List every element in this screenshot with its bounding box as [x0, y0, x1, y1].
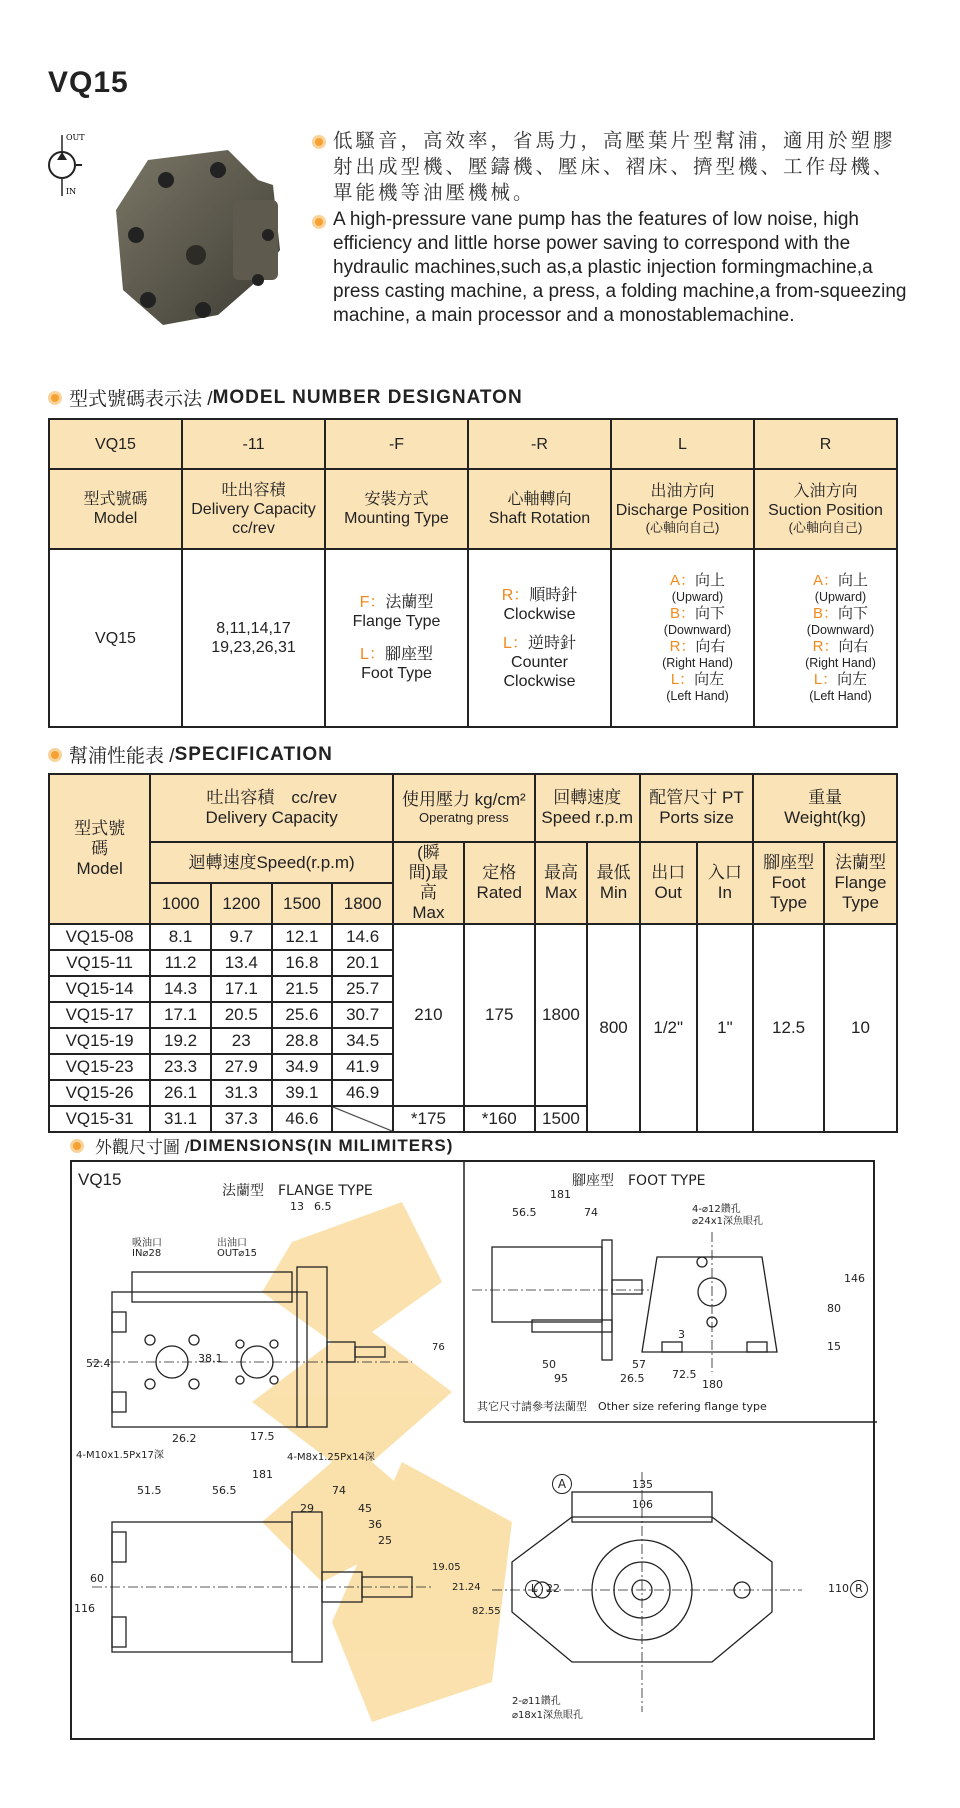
table-row: VQ15-26 26.1 31.3 39.1 46.9	[49, 1080, 897, 1106]
pump-photo	[108, 140, 288, 335]
foot-spotface-label: ⌀24x1深魚眼孔	[692, 1216, 764, 1227]
flange-type-title: 法蘭型 FLANGE TYPE	[222, 1183, 373, 1199]
outlet-label: 出油口	[217, 1238, 247, 1249]
table-row: VQ15 8,11,14,17 19,23,26,31 F：法蘭型 Flange Type L：腳座型 Foot Type R：順時針 Clockwise L：逆時針 Counter Clockwise A：向上 (Upward) B：向下 (Downward) R：向右 (Right Hand) L：向左 (Left Hand) A：向上 (Upward) B：向下 (Downward) R：向右 (Right Hand) L：向左 (Left Hand)	[49, 549, 897, 727]
section-model-heading: 型式號碼表示法 / MODEL NUMBER DESIGNATON	[48, 384, 523, 411]
bolt2-label: 4-M8x1.25Px14深	[287, 1452, 375, 1463]
specification-table	[48, 773, 898, 1133]
dimension-drawing: VQ15 法蘭型 FLANGE TYPE 腳座型 FOOT TYPE 其它尺寸請參考法蘭型 Other size refering flange type 吸油口 IN⌀28 出油口 OUT⌀15 4-M10x1.5Px17深 4-M8x1.25Px14深 4-⌀12鑽孔 ⌀24x1深魚眼孔 2-⌀11鑽孔 ⌀18x1深魚眼孔 13 6.5 52.4 38.1 26.2 17.5 181 56.5 74 146 80 15 3 50 57 95 26.5 72.5 180 181 51.5 56.5 74 29 45 36 25 60 116 135 106 110 22 19.05 21.24 82.55 76 A L R	[70, 1160, 875, 1740]
suction-size-label: IN⌀28	[132, 1248, 162, 1259]
diagram-model-label: VQ15	[78, 1170, 122, 1189]
table-row: VQ15-23 23.3 27.9 34.9 41.9	[49, 1054, 897, 1080]
outlet-size-label: OUT⌀15	[217, 1248, 258, 1259]
section-dot-icon	[70, 1139, 84, 1153]
table-row: VQ15-11 11.2 13.4 16.8 20.1	[49, 950, 897, 976]
suction-label: 吸油口	[132, 1238, 162, 1249]
foot-side-view	[492, 1240, 777, 1360]
feature-bullets	[312, 128, 912, 330]
bullet-dot-icon	[312, 135, 326, 149]
marker-l: L	[525, 1580, 543, 1598]
table-row: 型式號碼 Model 吐出容積 cc/rev Delivery Capacity 使用壓力 kg/cm² Operatng press 回轉速度 Speed r.p.m 配管尺寸 PT Ports size 重量 Weight(kg)	[49, 774, 897, 842]
section-dot-icon	[48, 391, 62, 405]
bullet-en: A high-pressure vane pump has the features of low noise, high efficiency and little horse power saving to correspond with the hydraulic machines,such as,a plastic injection formingmachine,a press casting machine, a press, a folding machine,a from-squeezing machine, a main processor and a monostablemachine.	[312, 208, 912, 328]
table-row: VQ15 -11 -F -R L R	[49, 419, 897, 469]
empty-diagonal-cell	[332, 1106, 393, 1132]
bolt1-label: 4-M10x1.5Px17深	[76, 1450, 164, 1461]
table-row: 1000 1200 1500 1800	[49, 883, 897, 924]
pump-symbol-icon	[46, 130, 96, 200]
bullet-zh: 低騷音，高效率，省馬力，高壓葉片型幫浦，適用於塑膠射出成型機、壓鑄機、壓床、褶床、擠型機、工作母機、單能機等油壓機械。	[312, 128, 912, 206]
foot-hole-label: 4-⌀12鑽孔	[692, 1204, 741, 1215]
model-designation-table	[48, 418, 898, 728]
discharge-list: A：向上 (Upward) B：向下 (Downward) R：向右 (Right Hand) L：向左 (Left Hand)	[611, 549, 754, 727]
dimension-drawing-svg	[72, 1162, 877, 1742]
suction-list: A：向上 (Upward) B：向下 (Downward) R：向右 (Right Hand) L：向左 (Left Hand)	[754, 549, 897, 727]
table-row: VQ15-31 31.1 37.3 46.6 *175 *160 1500	[49, 1106, 897, 1132]
page-title: VQ15	[48, 66, 129, 99]
table-row: VQ15-08 8.1 9.7 12.1 14.6 210 175 1800 800 1/2" 1" 12.5 10	[49, 924, 897, 950]
foot-type-note: 其它尺寸請參考法蘭型 Other size refering flange type	[477, 1400, 767, 1413]
table-row: VQ15-14 14.3 17.1 21.5 25.7	[49, 976, 897, 1002]
flange-spotface-label: ⌀18x1深魚眼孔	[512, 1710, 584, 1721]
section-dot-icon	[48, 748, 62, 762]
table-row: VQ15-19 19.2 23 28.8 34.5	[49, 1028, 897, 1054]
table-row: 迴轉速度Speed(r.p.m) (瞬間)最高 Max 定格 Rated 最高 Max 最低 Min 出口 Out 入口 In 腳座型 Foot Type 法蘭型 Flange Type	[49, 842, 897, 883]
marker-a: A	[552, 1474, 572, 1494]
symbol-out-label: OUT	[66, 133, 85, 142]
bullet-dot-icon	[312, 215, 326, 229]
section-dim-heading: 外觀尺寸圖 / DIMENSIONS(IN MILIMITERS)	[70, 1133, 453, 1158]
section-spec-heading: 幫浦性能表 / SPECIFICATION	[48, 741, 333, 768]
table-row: VQ15-17 17.1 20.5 25.6 30.7	[49, 1002, 897, 1028]
marker-r: R	[850, 1580, 868, 1598]
table-row: 型式號碼 Model 吐出容積 Delivery Capacity cc/rev 安裝方式 Mounting Type 心軸轉向 Shaft Rotation 出油方向 Discharge Position (心軸向自己) 入油方向 Suction Position (心軸向自己)	[49, 469, 897, 549]
symbol-in-label: IN	[66, 187, 77, 196]
flange-hole-label: 2-⌀11鑽孔	[512, 1696, 561, 1707]
foot-type-title: 腳座型 FOOT TYPE	[572, 1173, 706, 1189]
